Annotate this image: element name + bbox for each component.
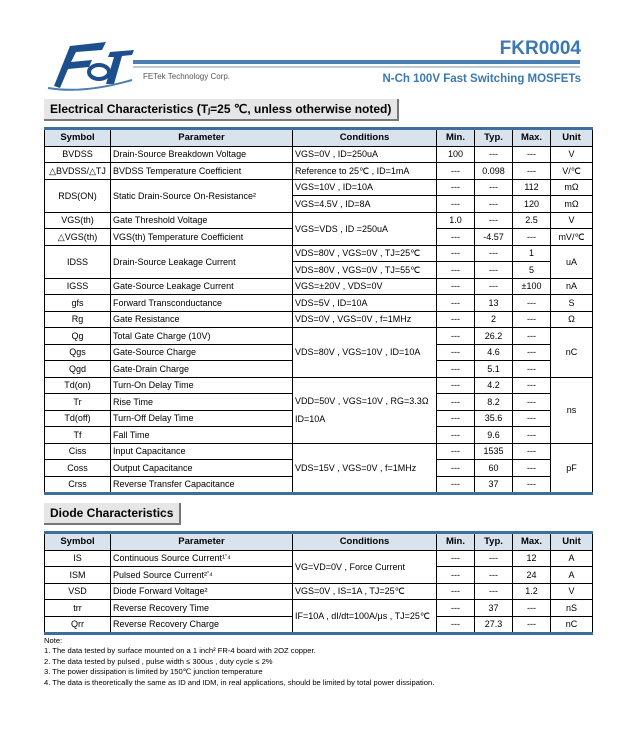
- conditions-line: VDD=50V , VGS=10V , RG=3.3Ω: [295, 396, 429, 406]
- parameter-cell: Turn-On Delay Time: [111, 377, 293, 394]
- typ-cell: 35.6: [475, 410, 513, 427]
- max-cell: ±100: [513, 278, 551, 295]
- max-cell: ---: [513, 443, 551, 460]
- unit-cell: pF: [551, 443, 593, 494]
- max-cell: 112: [513, 179, 551, 196]
- unit-cell: mΩ: [551, 196, 593, 213]
- max-cell: ---: [513, 616, 551, 634]
- max-cell: ---: [513, 328, 551, 345]
- symbol-cell: Tf: [45, 427, 111, 444]
- diode-section-title: Diode Characteristics: [44, 503, 181, 525]
- max-cell: ---: [513, 344, 551, 361]
- max-cell: ---: [513, 163, 551, 180]
- conditions-cell: VGS=10V , ID=10A: [293, 179, 437, 196]
- min-cell: ---: [437, 394, 475, 411]
- note-line: 2. The data tested by pulsed , pulse width ≤ 300us , duty cycle ≤ 2%: [44, 656, 273, 666]
- min-cell: ---: [437, 344, 475, 361]
- table-row: [45, 600, 593, 617]
- min-cell: ---: [437, 361, 475, 378]
- typ-cell: 0.098: [475, 163, 513, 180]
- notes: [44, 636, 434, 688]
- typ-cell: 60: [475, 460, 513, 477]
- max-cell: 1.2: [513, 583, 551, 600]
- symbol-cell: Coss: [45, 460, 111, 477]
- unit-cell: S: [551, 295, 593, 312]
- typ-cell: 1535: [475, 443, 513, 460]
- symbol-cell: Qgd: [45, 361, 111, 378]
- conditions-cell: VDS=15V , VGS=0V , f=1MHz: [293, 443, 437, 494]
- typ-cell: 2: [475, 311, 513, 328]
- conditions-cell: VG=VD=0V , Force Current: [293, 550, 437, 583]
- min-cell: ---: [437, 476, 475, 494]
- max-cell: ---: [513, 146, 551, 163]
- typ-cell: ---: [475, 146, 513, 163]
- col-header: Max.: [513, 129, 551, 147]
- symbol-cell: Qgs: [45, 344, 111, 361]
- unit-cell: V/℃: [551, 163, 593, 180]
- parameter-cell: Reverse Transfer Capacitance: [111, 476, 293, 494]
- symbol-cell: Td(on): [45, 377, 111, 394]
- parameter-cell: BVDSS Temperature Coefficient: [111, 163, 293, 180]
- min-cell: ---: [437, 328, 475, 345]
- unit-cell: mΩ: [551, 179, 593, 196]
- typ-cell: 4.6: [475, 344, 513, 361]
- unit-cell: mV/℃: [551, 229, 593, 246]
- max-cell: ---: [513, 476, 551, 494]
- symbol-cell: ISM: [45, 567, 111, 584]
- min-cell: ---: [437, 295, 475, 312]
- typ-cell: ---: [475, 196, 513, 213]
- col-header: Parameter: [111, 129, 293, 147]
- max-cell: ---: [513, 377, 551, 394]
- col-header: Symbol: [45, 533, 111, 551]
- conditions-cell: VGS=±20V , VDS=0V: [293, 278, 437, 295]
- col-header: Symbol: [45, 129, 111, 147]
- table-row: [45, 550, 593, 567]
- symbol-cell: RDS(ON): [45, 179, 111, 212]
- conditions-cell: VGS=0V , IS=1A , TJ=25℃: [293, 583, 437, 600]
- min-cell: ---: [437, 278, 475, 295]
- min-cell: ---: [437, 196, 475, 213]
- parameter-cell: Gate-Drain Charge: [111, 361, 293, 378]
- conditions-cell: VDS=0V , VGS=0V , f=1MHz: [293, 311, 437, 328]
- product-subtitle: N-Ch 100V Fast Switching MOSFETs: [382, 73, 581, 85]
- symbol-cell: Rg: [45, 311, 111, 328]
- typ-cell: ---: [475, 179, 513, 196]
- symbol-cell: gfs: [45, 295, 111, 312]
- typ-cell: ---: [475, 550, 513, 567]
- note-line: Note:: [44, 636, 63, 645]
- max-cell: ---: [513, 410, 551, 427]
- unit-cell: V: [551, 212, 593, 229]
- max-cell: 24: [513, 567, 551, 584]
- min-cell: ---: [437, 600, 475, 617]
- unit-cell: A: [551, 550, 593, 567]
- conditions-cell: VDS=80V , VGS=0V , TJ=55℃: [293, 262, 437, 279]
- table-row: [45, 377, 593, 394]
- symbol-cell: Crss: [45, 476, 111, 494]
- header-rule-thin: [133, 66, 580, 68]
- typ-cell: 37: [475, 600, 513, 617]
- col-header: Typ.: [475, 129, 513, 147]
- parameter-cell: Reverse Recovery Charge: [111, 616, 293, 634]
- min-cell: 100: [437, 146, 475, 163]
- unit-cell: nA: [551, 278, 593, 295]
- parameter-cell: Static Drain-Source On-Resistance²: [111, 179, 293, 212]
- conditions-cell: VDS=80V , VGS=0V , TJ=25℃: [293, 245, 437, 262]
- symbol-cell: IS: [45, 550, 111, 567]
- max-cell: ---: [513, 427, 551, 444]
- min-cell: ---: [437, 377, 475, 394]
- min-cell: ---: [437, 179, 475, 196]
- parameter-cell: VGS(th) Temperature Coefficient: [111, 229, 293, 246]
- symbol-cell: Qrr: [45, 616, 111, 634]
- fet-logo: [44, 38, 136, 92]
- symbol-cell: VSD: [45, 583, 111, 600]
- min-cell: ---: [437, 427, 475, 444]
- table-header-row: [45, 533, 593, 551]
- note-line: 3. The power dissipation is limited by 150℃ junction temperature: [44, 667, 263, 677]
- parameter-cell: Turn-Off Delay Time: [111, 410, 293, 427]
- symbol-cell: IGSS: [45, 278, 111, 295]
- parameter-cell: Drain-Source Leakage Current: [111, 245, 293, 278]
- parameter-cell: Continuous Source Current¹ʼ⁴: [111, 550, 293, 567]
- parameter-cell: Reverse Recovery Time: [111, 600, 293, 617]
- min-cell: ---: [437, 245, 475, 262]
- min-cell: 1.0: [437, 212, 475, 229]
- max-cell: ---: [513, 460, 551, 477]
- symbol-cell: Qg: [45, 328, 111, 345]
- col-header: Min.: [437, 533, 475, 551]
- min-cell: ---: [437, 311, 475, 328]
- min-cell: ---: [437, 229, 475, 246]
- min-cell: ---: [437, 410, 475, 427]
- typ-cell: 26.2: [475, 328, 513, 345]
- header-rule: [133, 60, 580, 64]
- conditions-cell: [293, 377, 437, 443]
- col-header: Parameter: [111, 533, 293, 551]
- parameter-cell: Rise Time: [111, 394, 293, 411]
- unit-cell: nS: [551, 600, 593, 617]
- diode-table: [44, 531, 593, 635]
- typ-cell: ---: [475, 278, 513, 295]
- conditions-cell: Reference to 25℃ , ID=1mA: [293, 163, 437, 180]
- electrical-table: [44, 127, 593, 495]
- max-cell: ---: [513, 600, 551, 617]
- symbol-cell: VGS(th): [45, 212, 111, 229]
- typ-cell: 13: [475, 295, 513, 312]
- min-cell: ---: [437, 163, 475, 180]
- electrical-section-title: Electrical Characteristics (Tⱼ=25 ℃, unless otherwise noted): [44, 99, 399, 121]
- symbol-cell: Td(off): [45, 410, 111, 427]
- min-cell: ---: [437, 583, 475, 600]
- max-cell: 5: [513, 262, 551, 279]
- typ-cell: 5.1: [475, 361, 513, 378]
- conditions-cell: VDS=80V , VGS=10V , ID=10A: [293, 328, 437, 378]
- symbol-cell: trr: [45, 600, 111, 617]
- unit-cell: ns: [551, 377, 593, 443]
- col-header: Conditions: [293, 129, 437, 147]
- table-row: [45, 311, 593, 328]
- min-cell: ---: [437, 443, 475, 460]
- parameter-cell: Pulsed Source Current²ʼ⁴: [111, 567, 293, 584]
- parameter-cell: Diode Forward Voltage²: [111, 583, 293, 600]
- unit-cell: uA: [551, 245, 593, 278]
- table-row: [45, 212, 593, 229]
- parameter-cell: Drain-Source Breakdown Voltage: [111, 146, 293, 163]
- symbol-cell: Tr: [45, 394, 111, 411]
- col-header: Unit: [551, 129, 593, 147]
- table-row: [45, 295, 593, 312]
- table-row: [45, 146, 593, 163]
- table-row: [45, 443, 593, 460]
- symbol-cell: IDSS: [45, 245, 111, 278]
- min-cell: ---: [437, 460, 475, 477]
- col-header: Conditions: [293, 533, 437, 551]
- typ-cell: ---: [475, 583, 513, 600]
- table-row: [45, 583, 593, 600]
- min-cell: ---: [437, 262, 475, 279]
- table-row: [45, 245, 593, 262]
- max-cell: 120: [513, 196, 551, 213]
- min-cell: ---: [437, 550, 475, 567]
- parameter-cell: Total Gate Charge (10V): [111, 328, 293, 345]
- max-cell: ---: [513, 295, 551, 312]
- parameter-cell: Input Capacitance: [111, 443, 293, 460]
- min-cell: ---: [437, 616, 475, 634]
- part-number: FKR0004: [499, 38, 581, 59]
- note-line: 4. The data is theoretically the same as ID and IDM, in real applications, should be limited by total power dissipation.: [44, 677, 435, 687]
- max-cell: ---: [513, 311, 551, 328]
- parameter-cell: Fall Time: [111, 427, 293, 444]
- table-row: [45, 179, 593, 196]
- table-row: [45, 328, 593, 345]
- max-cell: 1: [513, 245, 551, 262]
- parameter-cell: Gate Threshold Voltage: [111, 212, 293, 229]
- typ-cell: 8.2: [475, 394, 513, 411]
- symbol-cell: Ciss: [45, 443, 111, 460]
- conditions-cell: VGS=4.5V , ID=8A: [293, 196, 437, 213]
- max-cell: 2.5: [513, 212, 551, 229]
- conditions-cell: VDS=5V , ID=10A: [293, 295, 437, 312]
- unit-cell: V: [551, 146, 593, 163]
- typ-cell: ---: [475, 567, 513, 584]
- company-name: FETek Technology Corp.: [143, 72, 231, 81]
- parameter-cell: Forward Transconductance: [111, 295, 293, 312]
- parameter-cell: Output Capacitance: [111, 460, 293, 477]
- max-cell: 12: [513, 550, 551, 567]
- parameter-cell: Gate-Source Charge: [111, 344, 293, 361]
- max-cell: ---: [513, 229, 551, 246]
- note-line: 1. The data tested by surface mounted on a 1 inch² FR-4 board with 2OZ copper.: [44, 646, 316, 656]
- unit-cell: Ω: [551, 311, 593, 328]
- col-header: Max.: [513, 533, 551, 551]
- col-header: Unit: [551, 533, 593, 551]
- max-cell: ---: [513, 361, 551, 378]
- typ-cell: ---: [475, 262, 513, 279]
- conditions-line: ID=10A: [295, 414, 326, 424]
- conditions-cell: VGS=0V , ID=250uA: [293, 146, 437, 163]
- typ-cell: 27.3: [475, 616, 513, 634]
- col-header: Typ.: [475, 533, 513, 551]
- parameter-cell: Gate Resistance: [111, 311, 293, 328]
- conditions-cell: IF=10A , dI/dt=100A/μs , TJ=25℃: [293, 600, 437, 634]
- unit-cell: V: [551, 583, 593, 600]
- conditions-cell: VGS=VDS , ID =250uA: [293, 212, 437, 245]
- typ-cell: -4.57: [475, 229, 513, 246]
- typ-cell: 37: [475, 476, 513, 494]
- table-row: [45, 163, 593, 180]
- col-header: Min.: [437, 129, 475, 147]
- table-header-row: [45, 129, 593, 147]
- unit-cell: A: [551, 567, 593, 584]
- typ-cell: ---: [475, 245, 513, 262]
- typ-cell: 4.2: [475, 377, 513, 394]
- symbol-cell: BVDSS: [45, 146, 111, 163]
- typ-cell: ---: [475, 212, 513, 229]
- symbol-cell: △BVDSS/△TJ: [45, 163, 111, 180]
- parameter-cell: Gate-Source Leakage Current: [111, 278, 293, 295]
- typ-cell: 9.6: [475, 427, 513, 444]
- max-cell: ---: [513, 394, 551, 411]
- symbol-cell: △VGS(th): [45, 229, 111, 246]
- unit-cell: nC: [551, 328, 593, 378]
- unit-cell: nC: [551, 616, 593, 634]
- table-row: [45, 278, 593, 295]
- min-cell: ---: [437, 567, 475, 584]
